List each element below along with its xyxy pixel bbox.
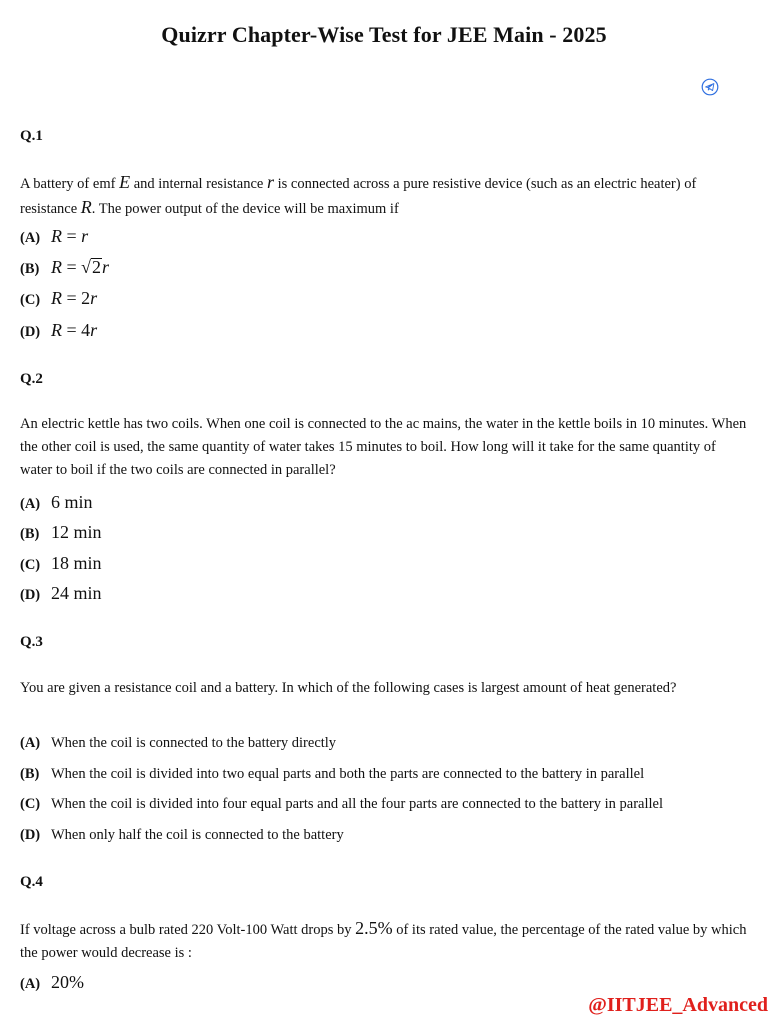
option-value: When the coil is connected to the battery directly bbox=[51, 735, 337, 751]
option-c[interactable] bbox=[20, 795, 663, 813]
option-label: (D) bbox=[20, 324, 41, 340]
option-label: (B) bbox=[20, 766, 40, 782]
page-title: Quizrr Chapter-Wise Test for JEE Main - 2025 bbox=[161, 22, 607, 47]
option-value: R = √2r bbox=[51, 257, 110, 277]
option-value: 12 min bbox=[51, 522, 102, 542]
option-value: When the coil is divided into four equal parts and all the four parts are connected to the battery in parallel bbox=[51, 796, 664, 812]
option-label: (A) bbox=[20, 976, 41, 992]
question-text: You are given a resistance coil and a battery. In which of the following cases is largest amount of heat generated? bbox=[20, 680, 677, 696]
question-text: A battery of emf E and internal resistance r is connected across a pure resistive device (such as an electric heater) of resistance R. The power output of the device will be maximum if bbox=[20, 172, 697, 217]
option-value: When the coil is divided into two equal parts and both the parts are connected to the battery in parallel bbox=[51, 766, 645, 782]
option-c[interactable] bbox=[20, 553, 102, 574]
option-a[interactable] bbox=[20, 226, 88, 247]
question-label: Q.4 bbox=[20, 874, 43, 890]
option-label: (B) bbox=[20, 261, 40, 277]
option-label: (C) bbox=[20, 292, 41, 308]
option-label: (A) bbox=[20, 735, 41, 751]
question-label: Q.1 bbox=[20, 128, 43, 144]
telegram-icon[interactable] bbox=[701, 78, 719, 96]
option-value: R = r bbox=[51, 226, 89, 246]
option-value: When only half the coil is connected to the battery bbox=[51, 827, 344, 843]
option-value: R = 2r bbox=[51, 288, 98, 308]
option-value: R = 4r bbox=[51, 320, 98, 340]
option-value: 6 min bbox=[51, 492, 93, 512]
option-d[interactable] bbox=[20, 583, 102, 604]
option-a[interactable] bbox=[20, 734, 336, 752]
option-label: (B) bbox=[20, 526, 40, 542]
option-c[interactable] bbox=[20, 288, 97, 309]
question-text: If voltage across a bulb rated 220 Volt-100 Watt drops by 2.5% of its rated value, the percentage of the rated value by which the power would decrease is : bbox=[20, 918, 747, 961]
option-label: (D) bbox=[20, 827, 41, 843]
option-label: (C) bbox=[20, 796, 41, 812]
option-b[interactable] bbox=[20, 765, 644, 783]
option-label: (D) bbox=[20, 587, 41, 603]
option-label: (A) bbox=[20, 230, 41, 246]
option-value: 18 min bbox=[51, 553, 102, 573]
option-a[interactable] bbox=[20, 492, 93, 513]
question-text: An electric kettle has two coils. When one coil is connected to the ac mains, the water in the kettle boils in 10 minutes. When the other coil is used, the same quantity of water takes 15 minutes to boil. How long will it take for the same quantity of water to boil if the two coils are connected in parallel? bbox=[20, 416, 747, 478]
question-label: Q.2 bbox=[20, 371, 43, 387]
option-b[interactable] bbox=[20, 257, 109, 278]
watermark[interactable]: @IITJEE_Advanced bbox=[588, 994, 768, 1016]
question-label: Q.3 bbox=[20, 634, 43, 650]
option-label: (C) bbox=[20, 557, 41, 573]
option-b[interactable] bbox=[20, 522, 102, 543]
option-value: 24 min bbox=[51, 583, 102, 603]
option-a[interactable] bbox=[20, 972, 84, 993]
option-value: 20% bbox=[51, 972, 84, 992]
option-d[interactable] bbox=[20, 320, 97, 341]
option-label: (A) bbox=[20, 496, 41, 512]
option-d[interactable] bbox=[20, 826, 344, 844]
